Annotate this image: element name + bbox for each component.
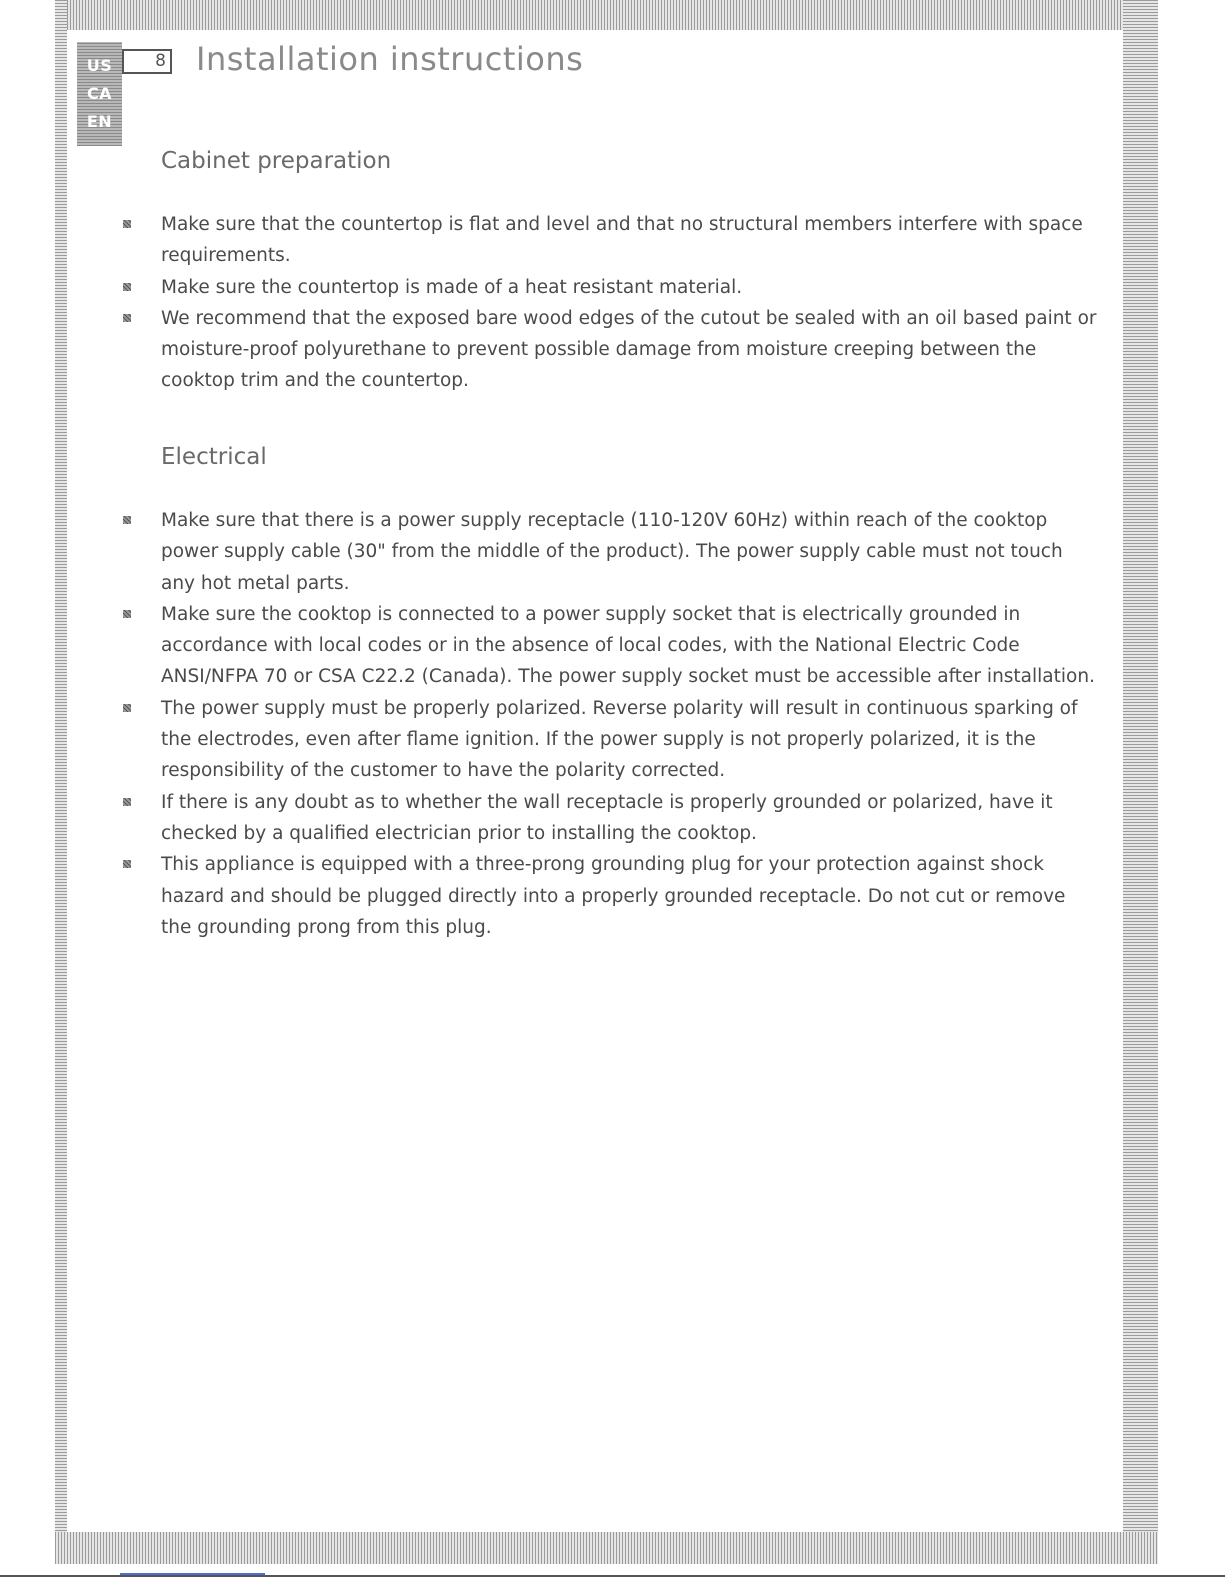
- list-item-text: Make sure that the countertop is flat and level and that no structural members interfere with space requirements.: [161, 214, 1083, 267]
- electrical-list: [0, 505, 1225, 943]
- bullet-icon: [123, 798, 131, 806]
- list-item: [0, 303, 1101, 397]
- language-code-ca: CA: [86, 84, 113, 103]
- list-item: [0, 209, 1101, 272]
- list-item-text: The power supply must be properly polarized. Reverse polarity will result in continuous sparking of the electrodes, even after flame ignition. If the power supply is not properly polarized, it is the responsibility of the customer to have the polarity corrected.: [161, 697, 1078, 782]
- bottom-divider: [0, 1575, 1225, 1577]
- list-item: [0, 787, 1101, 850]
- bottom-link-underline: [120, 1573, 265, 1575]
- list-item: [0, 693, 1101, 787]
- language-code-us: US: [86, 56, 113, 75]
- page-title: Installation instructions: [196, 40, 584, 78]
- page-number-box: [122, 49, 172, 74]
- bullet-icon: [123, 704, 131, 712]
- language-code-en: EN: [86, 112, 113, 131]
- list-item-text: We recommend that the exposed bare wood edges of the cutout be sealed with an oil based paint or moisture-proof polyurethane to prevent possible damage from moisture creeping between the cooktop trim and the countertop.: [161, 307, 1097, 392]
- language-tab: [77, 42, 122, 146]
- list-item-text: Make sure that there is a power supply receptacle (110-120V 60Hz) within reach of the cooktop power supply cable (30" from the middle of the product). The power supply cable must not touch any hot metal parts.: [161, 510, 1063, 594]
- bullet-icon: [123, 860, 131, 868]
- cabinet-preparation-list: [0, 209, 1225, 397]
- bullet-icon: [123, 610, 131, 618]
- list-item-text: Make sure the countertop is made of a heat resistant material.: [161, 276, 743, 298]
- list-item: [0, 272, 1101, 303]
- section-heading-electrical: Electrical: [161, 444, 267, 470]
- list-item-text: Make sure the cooktop is connected to a power supply socket that is electrically grounded in accordance with local codes or in the absence of local codes, with the National Electric Code ANSI/NFPA 70 or CSA C22.2 (Canada). The power supply socket must be accessible after installation.: [161, 603, 1095, 688]
- page-frame-top: [55, 0, 1158, 30]
- list-item-text: If there is any doubt as to whether the wall receptacle is properly grounded or polarized, have it checked by a qualified electrician prior to installing the cooktop.: [161, 791, 1053, 844]
- page-number: 8: [155, 51, 166, 71]
- bullet-icon: [123, 283, 131, 291]
- list-item: [0, 505, 1101, 599]
- page-frame-bottom: [55, 1532, 1158, 1564]
- bullet-icon: [123, 220, 131, 228]
- section-heading-cabinet-preparation: Cabinet preparation: [161, 148, 392, 174]
- bullet-icon: [123, 516, 131, 524]
- bullet-icon: [123, 314, 131, 322]
- list-item-text: This appliance is equipped with a three-prong grounding plug for your protection against shock hazard and should be plugged directly into a properly grounded receptacle. Do not cut or remove the grounding prong from this plug.: [161, 854, 1066, 938]
- list-item: [0, 599, 1101, 693]
- list-item: [0, 849, 1101, 943]
